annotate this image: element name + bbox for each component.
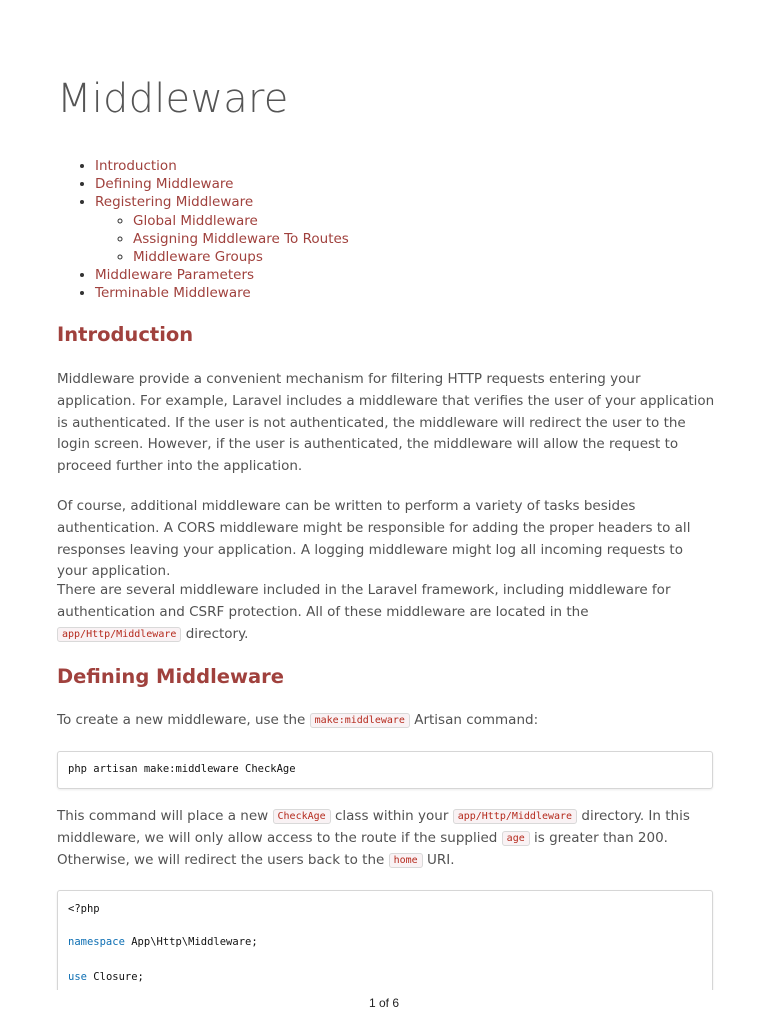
code-line: namespace App\Http\Middleware; [68,936,258,948]
inline-code: app/Http/Middleware [453,809,577,824]
table-of-contents [57,157,349,303]
toc-link-global-middleware[interactable]: Global Middleware [133,212,258,229]
toc-link-assigning-middleware[interactable]: Assigning Middleware To Routes [133,230,349,247]
intro-paragraph-1: Middleware provide a convenient mechanism for filtering HTTP requests entering your application. For example, Laravel includes a middleware that verifies the user of your application is authenticated. If the user is not authenticated, the middleware will redirect the user to the login screen. However, if the user is authenticated, the middleware will allow the request to proceed further into the application. [57,371,715,475]
toc-link-terminable-middleware[interactable]: Terminable Middleware [95,285,251,302]
intro-paragraph-2: Of course, additional middleware can be written to perform a variety of tasks besides authentication. A CORS middleware might be responsible for adding the proper headers to all responses leaving your application. A logging middleware might log all incoming requests to your application. [57,498,691,580]
toc-item [95,266,349,284]
inline-code: CheckAge [273,809,331,824]
toc-subitem [133,212,349,230]
toc-item [95,193,349,266]
toc-subitem [133,248,349,266]
section-heading-defining-middleware: Defining Middleware [57,665,284,688]
php-code-block [57,890,713,990]
defining-paragraph-2: This command will place a new CheckAge class within your app/Http/Middleware directory. In this middleware, we will only allow access to the route if the supplied age is greater than 200. Otherwise, we will redirect the users back to the home URI. [57,808,690,868]
section-heading-introduction: Introduction [57,323,194,346]
code-line: <?php [68,903,100,915]
inline-code: app/Http/Middleware [57,627,181,642]
inline-code: make:middleware [310,713,410,728]
toc-item [95,157,349,175]
toc-link-defining-middleware[interactable]: Defining Middleware [95,176,234,193]
code-line: use Closure; [68,971,144,983]
toc-sublist [95,212,349,267]
toc-link-introduction[interactable]: Introduction [95,158,177,174]
inline-code: age [502,831,530,846]
toc-item [95,175,349,193]
defining-paragraph-1: To create a new middleware, use the make:middleware Artisan command: [57,712,539,728]
toc-link-registering-middleware[interactable]: Registering Middleware [95,194,254,211]
toc-link-middleware-parameters[interactable]: Middleware Parameters [95,267,255,284]
toc-link-middleware-groups[interactable]: Middleware Groups [133,249,263,266]
page-number: 1 of 6 [368,996,400,1010]
page-title: Middleware [57,76,289,122]
code-line: php artisan make:middleware CheckAge [68,763,296,775]
inline-code: home [389,853,423,868]
toc-item [95,284,349,302]
toc-subitem [133,230,349,248]
command-code-block [57,751,713,789]
intro-paragraph-3: There are several middleware included in the Laravel framework, including middleware for authentication and CSRF protection. All of these middleware are located in the app/Http/Middleware directory. [57,582,671,642]
